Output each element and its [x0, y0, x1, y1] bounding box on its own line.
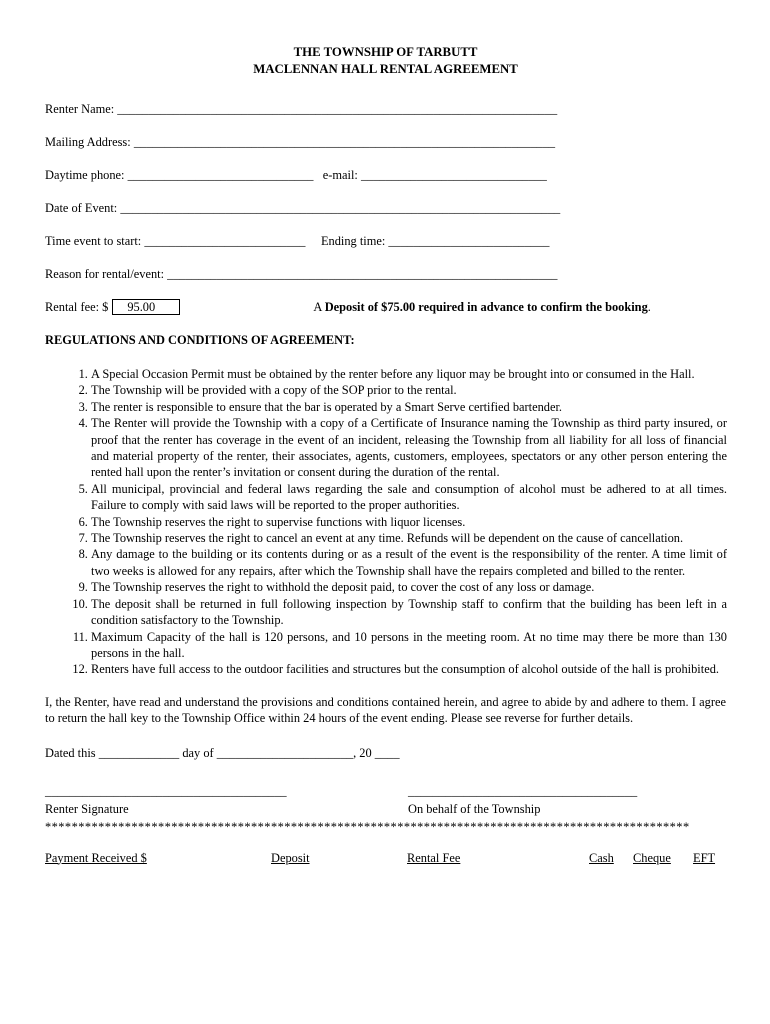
title-township: THE TOWNSHIP OF TARBUTT [293, 45, 478, 59]
renter-name-field[interactable] [45, 101, 726, 117]
rental-fee-label: Rental fee: $ [45, 299, 109, 314]
agreement-statement: I, the Renter, have read and understand the provisions and conditions contained herein, and agree to abide by and adhere to them. I agree to return the hall key to the Township Office within 24 hours of the event ending. Please see reverse for further details. [45, 694, 726, 726]
payment-deposit-label: Deposit [271, 850, 310, 865]
daytime-phone-blank[interactable]: ______________________________ [127, 168, 314, 182]
township-signature-label: On behalf of the Township [408, 801, 541, 816]
title-agreement: MACLENNAN HALL RENTAL AGREEMENT [253, 62, 518, 76]
renter-signature-line[interactable]: _______________________________________ [45, 783, 287, 798]
payment-cheque-label: Cheque [633, 850, 671, 865]
payment-row [45, 850, 726, 870]
date-of-event-label: Date of Event: [45, 201, 118, 215]
renter-signature-label: Renter Signature [45, 801, 129, 816]
list-item: 11. Maximum Capacity of the hall is 120 persons, and 10 persons in the meeting room. At no time may there be more than 130 persons in the hall. [91, 629, 727, 662]
date-of-event-field[interactable] [45, 200, 726, 216]
rental-fee-box[interactable]: 95.00 [112, 299, 180, 315]
list-item: 12. Renters have full access to the outdoor facilities and structures but the consumption of alcohol outside of the hall is prohibited. [91, 661, 727, 677]
list-item: 3. The renter is responsible to ensure that the bar is operated by a Smart Serve certified bartender. [91, 399, 727, 415]
dated-month-blank[interactable]: ______________________ [216, 745, 354, 760]
email-blank[interactable]: ______________________________ [360, 168, 547, 182]
rental-fee-row [45, 299, 726, 315]
list-item: 8. Any damage to the building or its contents during or as a result of the event is the responsibility of the renter. A time limit of two weeks is allowed for any repairs, after which the Township shall have the repairs completed and billed to the renter. [91, 546, 727, 579]
renter-name-label: Renter Name: [45, 102, 115, 116]
contact-row [45, 167, 726, 183]
time-start-label: Time event to start: [45, 234, 142, 248]
daytime-phone-label: Daytime phone: [45, 168, 125, 182]
list-item: 6. The Township reserves the right to supervise functions with liquor licenses. [91, 514, 727, 530]
dated-prefix: Dated this [45, 745, 96, 760]
reason-label: Reason for rental/event: [45, 267, 165, 281]
document-title [45, 44, 726, 78]
deposit-bold: Deposit of $75.00 required in advance to confirm the booking [324, 299, 648, 314]
email-label: e-mail: [322, 168, 358, 182]
mailing-address-field[interactable] [45, 134, 726, 150]
date-of-event-blank[interactable]: _______________________________________________________________________ [120, 201, 561, 215]
list-item: 5. All municipal, provincial and federal laws regarding the sale and consumption of alcohol must be adhered to at all times. Failure to comply with said laws will be reported to the proper authorities. [91, 481, 727, 514]
deposit-prefix: A [313, 299, 325, 314]
reason-field[interactable] [45, 266, 726, 282]
dated-year-prefix: , 20 [353, 745, 372, 760]
time-start-blank[interactable]: __________________________ [144, 234, 306, 248]
deposit-suffix: . [647, 299, 651, 314]
township-signature-line[interactable]: _____________________________________ [408, 783, 638, 798]
time-row [45, 233, 726, 249]
renter-name-blank[interactable]: _______________________________________________________________________ [117, 102, 558, 116]
payment-rental-fee-label: Rental Fee [407, 850, 461, 865]
dated-year-blank[interactable]: ____ [374, 745, 400, 760]
list-item: 7. The Township reserves the right to cancel an event at any time. Refunds will be dependent on the cause of cancellation. [91, 530, 727, 546]
divider-stars: ************************************************************************************************* [45, 819, 690, 834]
dated-line [45, 745, 726, 761]
reason-blank[interactable]: _______________________________________________________________ [167, 267, 558, 281]
ending-time-blank[interactable]: __________________________ [388, 234, 550, 248]
list-item: 9. The Township reserves the right to withhold the deposit paid, to cover the cost of any loss or damage. [91, 579, 727, 595]
mailing-address-label: Mailing Address: [45, 135, 131, 149]
list-item: 4. The Renter will provide the Township with a copy of a Certificate of Insurance naming the Township as third party insured, or proof that the renter has coverage in the event of an incident, releasing the Township from all liability for all loss of financial and material property of the renter, their associates, agents, customers, employees, spectators or any other person entering the rented hall upon the renter’s invitation or consent during the duration of the rental. [91, 415, 727, 481]
conditions-list [45, 366, 727, 678]
payment-received-label: Payment Received $ [45, 850, 147, 865]
mailing-address-blank[interactable]: ____________________________________________________________________ [133, 135, 556, 149]
dated-day-blank[interactable]: _____________ [98, 745, 180, 760]
payment-eft-label: EFT [693, 850, 716, 865]
dated-day-of: day of [182, 745, 214, 760]
list-item: 2. The Township will be provided with a copy of the SOP prior to the rental. [91, 382, 727, 398]
regulations-title: REGULATIONS AND CONDITIONS OF AGREEMENT: [45, 333, 355, 347]
list-item: 10. The deposit shall be returned in full following inspection by Township staff to confirm that the building has been left in a condition satisfactory to the Township. [91, 596, 727, 629]
list-item: 1. A Special Occasion Permit must be obtained by the renter before any liquor may be brought into or consumed in the Hall. [91, 366, 727, 382]
payment-cash-label: Cash [589, 850, 614, 865]
ending-time-label: Ending time: [320, 234, 386, 248]
deposit-note [313, 300, 651, 315]
signature-row [45, 761, 726, 821]
